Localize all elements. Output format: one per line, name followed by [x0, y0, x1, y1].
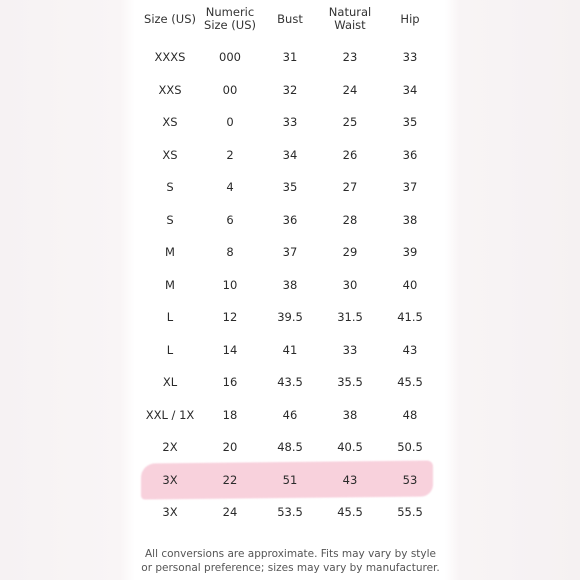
cell-numeric-size: 8 [226, 245, 234, 259]
cell-bust: 37 [282, 245, 298, 259]
cell-numeric-size: 24 [222, 505, 238, 519]
cell-hip: 41.5 [397, 310, 423, 324]
cell-hip: 50.5 [397, 440, 423, 454]
cell-natural-waist: 28 [342, 212, 358, 227]
table-row [138, 301, 443, 334]
cell-size-us: L [166, 310, 174, 324]
cell-size-us: XS [162, 147, 178, 162]
header-numeric-size: Numeric Size (US) [204, 5, 256, 32]
cell-numeric-size: 14 [222, 342, 238, 357]
table-row [138, 431, 443, 464]
cell-numeric-size: 12 [222, 310, 238, 324]
cell-bust: 53.5 [277, 505, 303, 519]
cell-hip: 34 [402, 82, 418, 97]
table-row [138, 74, 443, 107]
cell-natural-waist: 25 [342, 115, 358, 129]
cell-size-us: M [165, 245, 175, 259]
cell-hip: 36 [402, 147, 418, 162]
header-size-us: Size (US) [144, 11, 196, 26]
cell-natural-waist: 31.5 [337, 310, 363, 324]
header-natural-waist: Natural Waist [328, 5, 372, 32]
size-chart-card [138, 0, 443, 580]
cell-size-us: 2X [162, 440, 178, 454]
cell-bust: 31 [282, 50, 298, 64]
cell-size-us: L [166, 342, 174, 357]
table-body [138, 41, 443, 529]
cell-hip: 39 [402, 245, 418, 259]
cell-numeric-size: 00 [222, 82, 238, 97]
cell-bust: 32 [282, 82, 298, 97]
cell-natural-waist: 33 [342, 342, 358, 357]
cell-bust: 35 [282, 180, 298, 194]
table-row [138, 204, 443, 237]
cell-natural-waist: 23 [342, 50, 358, 64]
cell-natural-waist: 26 [342, 147, 358, 162]
cell-hip: 40 [402, 277, 418, 292]
cell-size-us: XXL / 1X [145, 407, 195, 422]
cell-size-us: XS [162, 115, 178, 129]
header-hip: Hip [400, 11, 420, 26]
cell-numeric-size: 10 [222, 277, 238, 292]
cell-bust: 51 [282, 472, 298, 487]
cell-bust: 36 [282, 212, 298, 227]
header-bust: Bust [277, 11, 303, 26]
table-row [138, 236, 443, 269]
cell-bust: 46 [282, 407, 298, 422]
cell-numeric-size: 20 [222, 440, 238, 454]
cell-natural-waist: 24 [342, 82, 358, 97]
table-row [138, 334, 443, 367]
cell-hip: 48 [402, 407, 418, 422]
cell-bust: 39.5 [277, 310, 303, 324]
footnote: All conversions are approximate. Fits may vary by style or personal preference; sizes may vary by manufacturer. [141, 548, 440, 574]
cell-natural-waist: 38 [342, 407, 358, 422]
cell-bust: 41 [282, 342, 298, 357]
table-row [138, 106, 443, 139]
cell-hip: 33 [402, 50, 418, 64]
table-row [138, 366, 443, 399]
cell-size-us: M [165, 277, 175, 292]
cell-size-us: S [166, 212, 174, 227]
table-row [138, 269, 443, 302]
cell-bust: 33 [282, 115, 298, 129]
cell-natural-waist: 45.5 [337, 505, 363, 519]
table-row-highlighted [138, 464, 443, 497]
cell-natural-waist: 43 [342, 472, 358, 487]
cell-natural-waist: 29 [342, 245, 358, 259]
cell-size-us: XXS [158, 82, 182, 97]
cell-hip: 55.5 [397, 505, 423, 519]
table-row [138, 41, 443, 74]
cell-size-us: XL [162, 375, 178, 389]
table-row [138, 139, 443, 172]
cell-natural-waist: 27 [342, 180, 358, 194]
cell-numeric-size: 4 [226, 180, 234, 194]
cell-hip: 37 [402, 180, 418, 194]
cell-hip: 43 [402, 342, 418, 357]
cell-natural-waist: 35.5 [337, 375, 363, 389]
cell-numeric-size: 0 [226, 115, 234, 129]
cell-hip: 35 [402, 115, 418, 129]
table-header [138, 0, 443, 38]
cell-numeric-size: 18 [222, 407, 238, 422]
cell-size-us: S [166, 180, 174, 194]
table-row [138, 399, 443, 432]
cell-bust: 38 [282, 277, 298, 292]
cell-hip: 45.5 [397, 375, 423, 389]
cell-size-us: XXXS [154, 50, 186, 64]
table-row [138, 171, 443, 204]
cell-bust: 34 [282, 147, 298, 162]
cell-numeric-size: 2 [226, 147, 234, 162]
cell-natural-waist: 40.5 [337, 440, 363, 454]
cell-hip: 53 [402, 472, 418, 487]
cell-size-us: 3X [162, 505, 178, 519]
table-row [138, 496, 443, 529]
cell-bust: 43.5 [277, 375, 303, 389]
cell-numeric-size: 16 [222, 375, 238, 389]
cell-numeric-size: 000 [219, 50, 241, 64]
cell-bust: 48.5 [277, 440, 303, 454]
cell-natural-waist: 30 [342, 277, 358, 292]
cell-size-us: 3X [162, 472, 178, 487]
cell-numeric-size: 6 [226, 212, 234, 227]
cell-hip: 38 [402, 212, 418, 227]
cell-numeric-size: 22 [222, 472, 238, 487]
